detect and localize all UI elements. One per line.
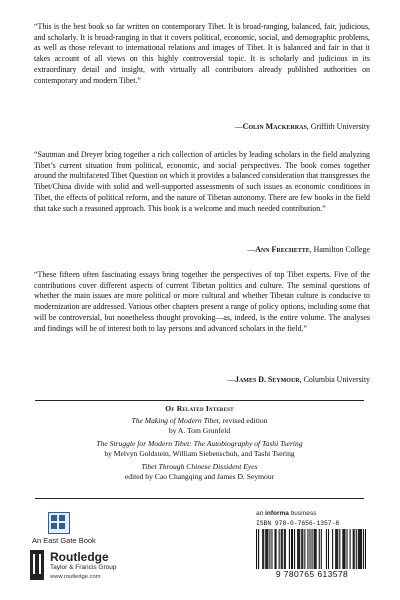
barcode-bar — [354, 529, 355, 569]
barcode-bar — [297, 529, 298, 569]
business-suffix: business — [288, 510, 317, 517]
barcode-bar — [291, 529, 292, 569]
barcode-bar — [332, 529, 333, 569]
barcode-bar — [353, 529, 354, 569]
barcode-bar — [365, 529, 366, 569]
barcode-bar — [312, 529, 313, 569]
related-book-title: The Struggle for Modern Tibet: The Autobiography of Tashi Tsering — [96, 439, 303, 448]
barcode-bar — [279, 529, 280, 569]
barcode-bar — [276, 529, 277, 569]
barcode-bar — [316, 529, 317, 569]
east-gate-logo-icon — [48, 512, 70, 534]
barcode-bar — [309, 529, 310, 569]
review-quote-3: “These fifteen often fascinating essays bring together the perspectives of top Tibet experts. Five of the contributions cover different aspects of current Tibetan politics and culture. The seminal questions of whether the main issues are more political or more cultural and whether Tibetan culture is conducive to modernization are addressed. Various other chapters present a range of policy options, including some that will be controversial, but nonetheless thought provoking—as, indeed, is the entire volume. The analyses and findings will be of interest both to lay persons and advanced scholars in the field.” — [34, 270, 370, 333]
review-quote-2: “Sautman and Dreyer bring together a rich collection of articles by leading scholars in the field analyzing Tibet’s current situation from political, economic, and social perspectives. The book comes together around the multifaceted Tibet Question on which it provides a balanced consideration that transgresses the Tibet/China divide with solid and well-supported assessments of such issues as economic conditions in Tibet, the effects of political reform, and the nature of Tibetan autonomy. There are few books in the field that take such a reasoned approach. This book is a welcome and much needed contribution.” — [34, 150, 370, 213]
barcode-bar — [284, 529, 285, 569]
barcode-bar — [326, 529, 327, 569]
barcode-bar — [263, 529, 264, 569]
barcode-bar — [265, 529, 266, 569]
related-book-edition: revised edition — [220, 416, 268, 425]
barcode-bar — [299, 529, 300, 569]
barcode-bar — [302, 529, 303, 569]
barcode-bar — [256, 529, 257, 569]
imprint-label: An East Gate Book — [32, 536, 96, 545]
barcode-bar — [321, 529, 322, 569]
review-attribution-3: —James D. Seymour, Columbia University — [227, 375, 370, 384]
reviewer-name: Ann Frechette — [255, 245, 310, 254]
barcode-bar — [337, 529, 338, 569]
review-attribution-1: —Colin Mackerras, Griffith University — [234, 122, 370, 131]
barcode — [256, 529, 366, 569]
barcode-bar — [315, 529, 316, 569]
barcode-bar — [314, 529, 315, 569]
barcode-bar — [285, 529, 286, 569]
barcode-bar — [356, 529, 357, 569]
related-interest-box — [35, 400, 364, 499]
barcode-bar — [294, 529, 295, 569]
related-book — [35, 416, 364, 436]
related-book-title: Tibet Through Chinese Dissident Eyes — [141, 462, 258, 471]
barcode-bar — [301, 529, 302, 569]
barcode-bar — [358, 529, 359, 569]
barcode-bar — [339, 529, 340, 569]
related-book — [35, 462, 364, 482]
barcode-bar — [282, 529, 283, 569]
barcode-bar — [346, 529, 347, 569]
review-attribution-2: —Ann Frechette, Hamilton College — [247, 245, 370, 254]
barcode-bar — [342, 529, 343, 569]
barcode-bar — [361, 529, 362, 569]
business-prefix: an — [256, 510, 266, 517]
related-book-author: by Melvyn Goldstein, William Siebenschuh, and Tashi Tsering — [104, 449, 295, 458]
related-book-title: The Making of Modern Tibet, — [131, 416, 221, 425]
barcode-bar — [350, 529, 351, 569]
barcode-bar — [319, 529, 320, 569]
related-book — [35, 439, 364, 459]
publisher-url: www.routledge.com — [50, 574, 101, 580]
isbn-label: ISBN 978-0-7656-1357-8 — [256, 520, 340, 527]
barcode-bar — [298, 529, 299, 569]
reviewer-affiliation: , Griffith University — [306, 122, 370, 131]
barcode-bar — [292, 529, 293, 569]
barcode-bar — [266, 529, 267, 569]
barcode-bar — [307, 529, 308, 569]
related-book-author: by A. Tom Grunfeld — [168, 426, 231, 435]
barcode-digits: 9 780765 613578 — [275, 569, 349, 579]
related-interest-heading: Of Related Interest — [165, 404, 234, 413]
barcode-bar — [275, 529, 276, 569]
barcode-bar — [258, 529, 259, 569]
barcode-bar — [359, 529, 360, 569]
barcode-bar — [289, 529, 290, 569]
reviewer-name: James D. Seymour — [235, 375, 300, 384]
informa-brand: informa — [265, 510, 289, 517]
related-book-author: edited by Cao Changqing and James D. Seymour — [124, 472, 275, 481]
barcode-bar — [343, 529, 344, 569]
barcode-bar — [267, 529, 268, 569]
publisher-group: Taylor & Francis Group — [50, 564, 117, 571]
routledge-logo-icon — [30, 550, 44, 580]
informa-business-line — [256, 510, 316, 517]
barcode-bar — [271, 529, 272, 569]
barcode-bar — [335, 529, 336, 569]
reviewer-name: Colin Mackerras — [242, 122, 307, 131]
publisher-name: Routledge — [50, 550, 109, 564]
barcode-bar — [269, 529, 270, 569]
barcode-bar — [281, 529, 282, 569]
barcode-bar — [344, 529, 345, 569]
review-quote-1: “This is the best book so far written on contemporary Tibet. It is broad-ranging, balanced, fair, judicious, and scholarly. It is broad-ranging in that it covers political, economic, social, and demographic problems, as well as those relevant to international relations and images of Tibet. It is balanced and fair in that it takes account of all views on this highly controversial topic. It is scholarly and judicious in its extraordinary detail and insight, with virtually all contributors already published authorities on contemporary and modern Tibet.” — [34, 22, 370, 85]
barcode-bar — [336, 529, 337, 569]
barcode-bar — [304, 529, 305, 569]
reviewer-affiliation: , Columbia University — [299, 375, 370, 384]
reviewer-affiliation: , Hamilton College — [309, 245, 370, 254]
barcode-bar — [262, 529, 263, 569]
barcode-bar — [360, 529, 361, 569]
barcode-bar — [328, 529, 329, 569]
related-book-title-line — [35, 416, 364, 426]
barcode-bar — [363, 529, 364, 569]
